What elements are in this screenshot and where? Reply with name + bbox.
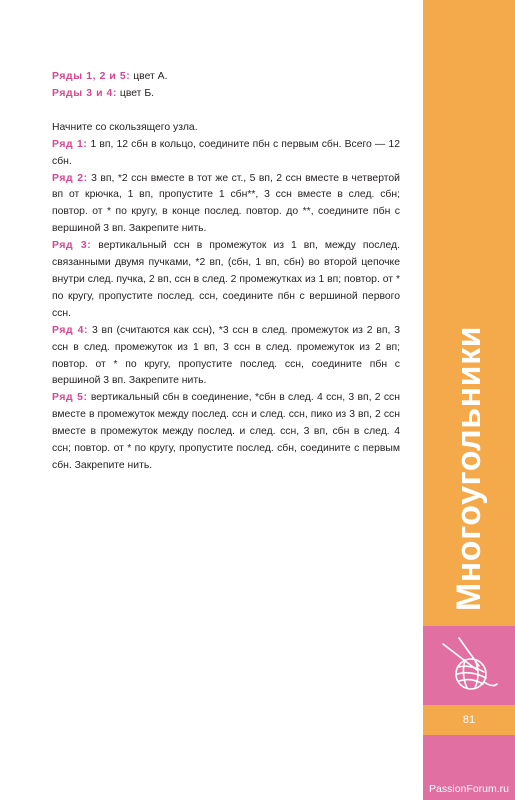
sidebar-title-wrap	[423, 0, 515, 626]
pattern-instructions	[52, 69, 400, 475]
row-text: вертикальный ссн в промежуток из 1 вп, между послед. связанными двумя пучками, *2 вп, (сбн, 1 вп, сбн) во второй цепочке внутри след. пучка, 2 вп, ссн в след. 2 промежутках из 1 вп; повтор. от * по кругу, пропустите послед. ссн, соедините пбн с вершиной первого ссн.	[52, 240, 400, 319]
row-label: Ряд 1:	[52, 138, 88, 150]
row-label: Ряд 5:	[52, 392, 88, 404]
row-instruction	[52, 323, 400, 391]
color-label: Ряды 1, 2 и 5:	[52, 71, 131, 82]
color-label: Ряды 3 и 4:	[52, 87, 117, 99]
page-number-bar	[423, 705, 515, 735]
section-title: Многоугольники	[449, 325, 488, 611]
color-line	[52, 86, 400, 103]
color-text: цвет Б.	[117, 87, 155, 99]
row-instruction	[52, 390, 400, 475]
row-label: Ряд 4:	[52, 324, 89, 336]
row-text: 1 вп, 12 сбн в кольцо, соедините пбн с первым сбн. Всего — 12 сбн.	[52, 138, 400, 167]
row-instruction	[52, 238, 400, 323]
color-line	[52, 69, 400, 86]
row-text: 3 вп, *2 ссн вместе в тот же ст., 5 вп, 2 ссн вместе в четвертой вп от крючка, 1 вп, пропустите 1 сбн**, 3 ссн вместе в след. сбн; повтор. от * по кругу, в конце послед. повтор. до **, соедините пбн с вершиной 3 вп. Закрепите нить.	[52, 172, 400, 235]
row-label: Ряд 3:	[52, 240, 92, 252]
row-instruction	[52, 171, 400, 239]
row-instruction	[52, 137, 400, 171]
page-number: 81	[462, 714, 476, 726]
start-instruction: Начните со скользящего узла.	[52, 121, 198, 133]
watermark: PassionForum.ru	[429, 783, 509, 795]
spacer	[52, 103, 400, 120]
row-label: Ряд 2:	[52, 172, 88, 184]
row-text: вертикальный сбн в соединение, *сбн в след. 4 ссн, 3 вп, 2 ссн вместе в промежуток между послед. ссн и след. ссн, пико из 3 вп, 2 ссн вместе в промежуток между послед. и след. ссн, 3 вп, сбн в след. 4 ссн; повтор. от * по кругу, пропустите послед. сбн, соедините с первым сбн. Закрепите нить.	[52, 392, 400, 471]
row-text: 3 вп (считаются как ссн), *3 ссн в след. промежуток из 2 вп, 3 ссн в след. промежуток из 1 вп, 3 ссн в след. промежуток из 2 вп; повтор. от * по кругу, пропустите послед. ссн, соедините пбн с вершиной 3 вп. Закрепите нить.	[52, 324, 400, 387]
color-text: цвет А.	[130, 71, 168, 82]
yarn-ball-icon	[437, 634, 501, 698]
